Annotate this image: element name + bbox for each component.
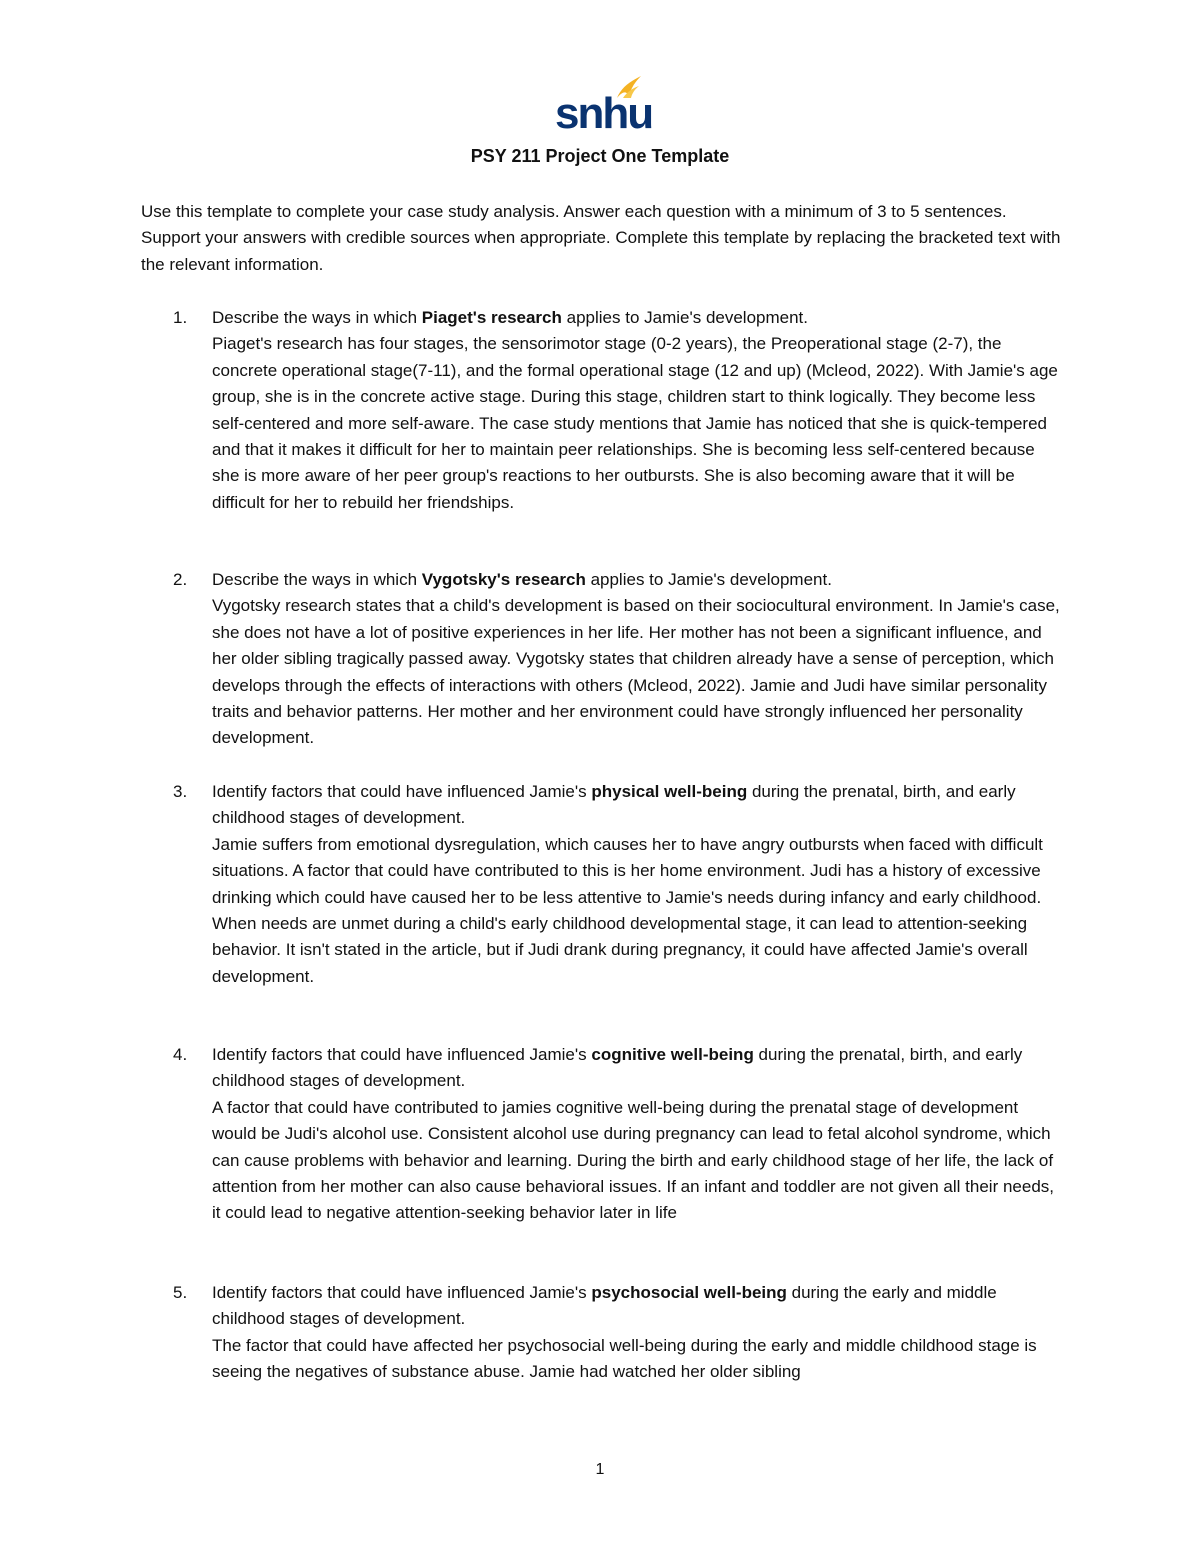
question-item [141, 779, 1066, 990]
answer-text: The factor that could have affected her psychosocial well-being during the early and middle childhood stage is seeing the negatives of substance abuse. Jamie had watched her older sibling [212, 1335, 1037, 1382]
question-item [141, 1042, 1066, 1227]
answer-text: Jamie suffers from emotional dysregulation, which causes her to have angry outbursts when faced with difficult situations. A factor that could have contributed to this is her home environment. Judi has a history of excessive drinking which could have caused her to be less attentive to Jamie's needs during infancy and early childhood. When needs are unmet during a child's early childhood developmental stage, it can lead to attention-seeking behavior. It isn't stated in the article, but if Judi drank during pregnancy, it could have affected Jamie's overall development. [212, 834, 1043, 986]
question-number: 4. [173, 1045, 188, 1064]
intro-paragraph: Use this template to complete your case study analysis. Answer each question with a minimum of 3 to 5 sentences. Support your answers with credible sources when appropriate. Complete this template by replacing the bracketed text with the relevant information. [141, 202, 1061, 274]
question-number: 3. [173, 782, 188, 801]
question-number: 5. [173, 1283, 188, 1302]
page-number: 1 [595, 1461, 605, 1478]
question-item [141, 305, 1066, 516]
question-text: Identify factors that could have influenced Jamie's psychosocial well-being during the early and middle childhood stages of development. [212, 1283, 997, 1329]
question-text: Identify factors that could have influenced Jamie's cognitive well-being during the prenatal, birth, and early childhood stages of development. [212, 1045, 1023, 1091]
question-text: Describe the ways in which Piaget's research applies to Jamie's development. [212, 308, 809, 327]
question-number: 2. [173, 570, 188, 589]
answer-text: Piaget's research has four stages, the sensorimotor stage (0-2 years), the Preoperational stage (2-7), the concrete operational stage(7-11), and the formal operational stage (12 and up) (Mcleod, 2022). With Jamie's age group, she is in the concrete active stage. During this stage, children start to think logically. They become less self-centered and more self-aware. The case study mentions that Jamie has noticed that she is quick-tempered and that it makes it difficult for her to maintain peer relationships. She is becoming less self-centered because she is more aware of her peer group's reactions to her outbursts. She is also becoming aware that it will be difficult for her to rebuild her friendships. [212, 334, 1058, 512]
question-text: Describe the ways in which Vygotsky's research applies to Jamie's development. [212, 570, 832, 589]
snhu-logo [555, 74, 653, 138]
question-item [141, 1280, 1066, 1386]
logo-text: snhu [555, 89, 653, 138]
answer-text: A factor that could have contributed to jamies cognitive well-being during the prenatal stage of development would be Judi's alcohol use. Consistent alcohol use during pregnancy can lead to fetal alcohol syndrome, which can cause problems with behavior and learning. During the birth and early childhood stage of her life, the lack of attention from her mother can also cause behavioral issues. If an infant and toddler are not given all their needs, it could lead to negative attention-seeking behavior later in life [212, 1097, 1054, 1223]
document-title: PSY 211 Project One Template [470, 146, 730, 166]
question-item [141, 567, 1066, 752]
answer-text: Vygotsky research states that a child's development is based on their sociocultural environment. In Jamie's case, she does not have a lot of positive experiences in her life. Her mother has not been a significant influence, and her older sibling tragically passed away. Vygotsky states that children already have a sense of perception, which develops through the effects of interactions with others (Mcleod, 2022). Jamie and Judi have similar personality traits and behavior patterns. Her mother and her environment could have strongly influenced her personality development. [212, 596, 1060, 748]
question-number: 1. [173, 308, 188, 327]
question-text: Identify factors that could have influenced Jamie's physical well-being during the prenatal, birth, and early childhood stages of development. [212, 782, 1016, 828]
